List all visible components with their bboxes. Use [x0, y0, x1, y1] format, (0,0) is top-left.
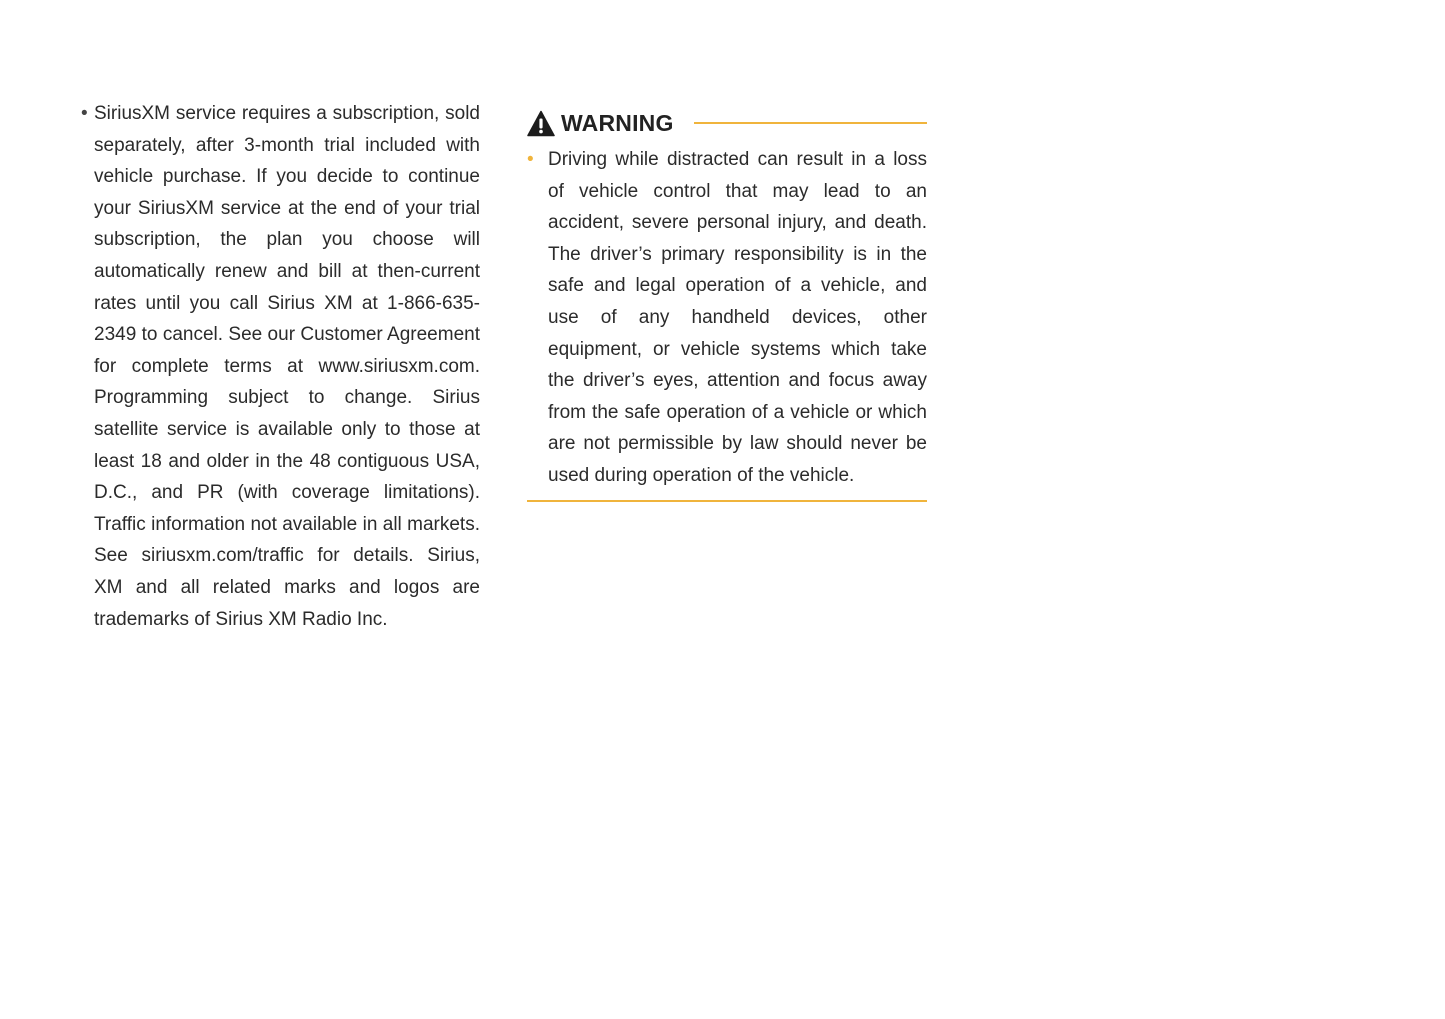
bullet-dot: • — [81, 103, 88, 124]
warning-header — [527, 104, 927, 142]
warning-item — [527, 144, 927, 492]
subscription-note-item — [78, 98, 480, 635]
warning-bullet-dot: • — [527, 149, 534, 170]
warning-box — [527, 104, 927, 502]
warning-text: Driving while distracted can result in a loss of vehicle control that may lead to an accident, severe personal injury, and death. The driver’s primary responsibility is in the safe and legal operation of a vehicle, and use of any handheld devices, other equipment, or vehicle systems which take the driver’s eyes, attention and focus away from the safe operation of a vehicle or which are not permissible by law should never be used during operation of the vehicle. — [548, 149, 927, 486]
subscription-note-column — [78, 98, 480, 635]
warning-header-divider — [694, 122, 927, 124]
subscription-note-text: SiriusXM service requires a subscription, sold separately, after 3-month trial included with vehicle purchase. If you decide to continue your SiriusXM service at the end of your trial subscription, the plan you choose will automatically renew and bill at then-current rates until you call Sirius XM at 1-866-635-2349 to cancel. See our Customer Agreement for complete terms at www.siriusxm.com. Programming subject to change. Sirius satellite service is available only to those at least 18 and older in the 48 contiguous USA, D.C., and PR (with coverage limitations). Traffic information not available in all markets. See siriusxm.com/traffic for details. Sirius, XM and all related marks and logos are trademarks of Sirius XM Radio Inc. — [94, 103, 480, 630]
warning-bottom-divider — [527, 500, 927, 502]
warning-title: WARNING — [561, 109, 674, 136]
warning-triangle-icon — [527, 110, 555, 137]
